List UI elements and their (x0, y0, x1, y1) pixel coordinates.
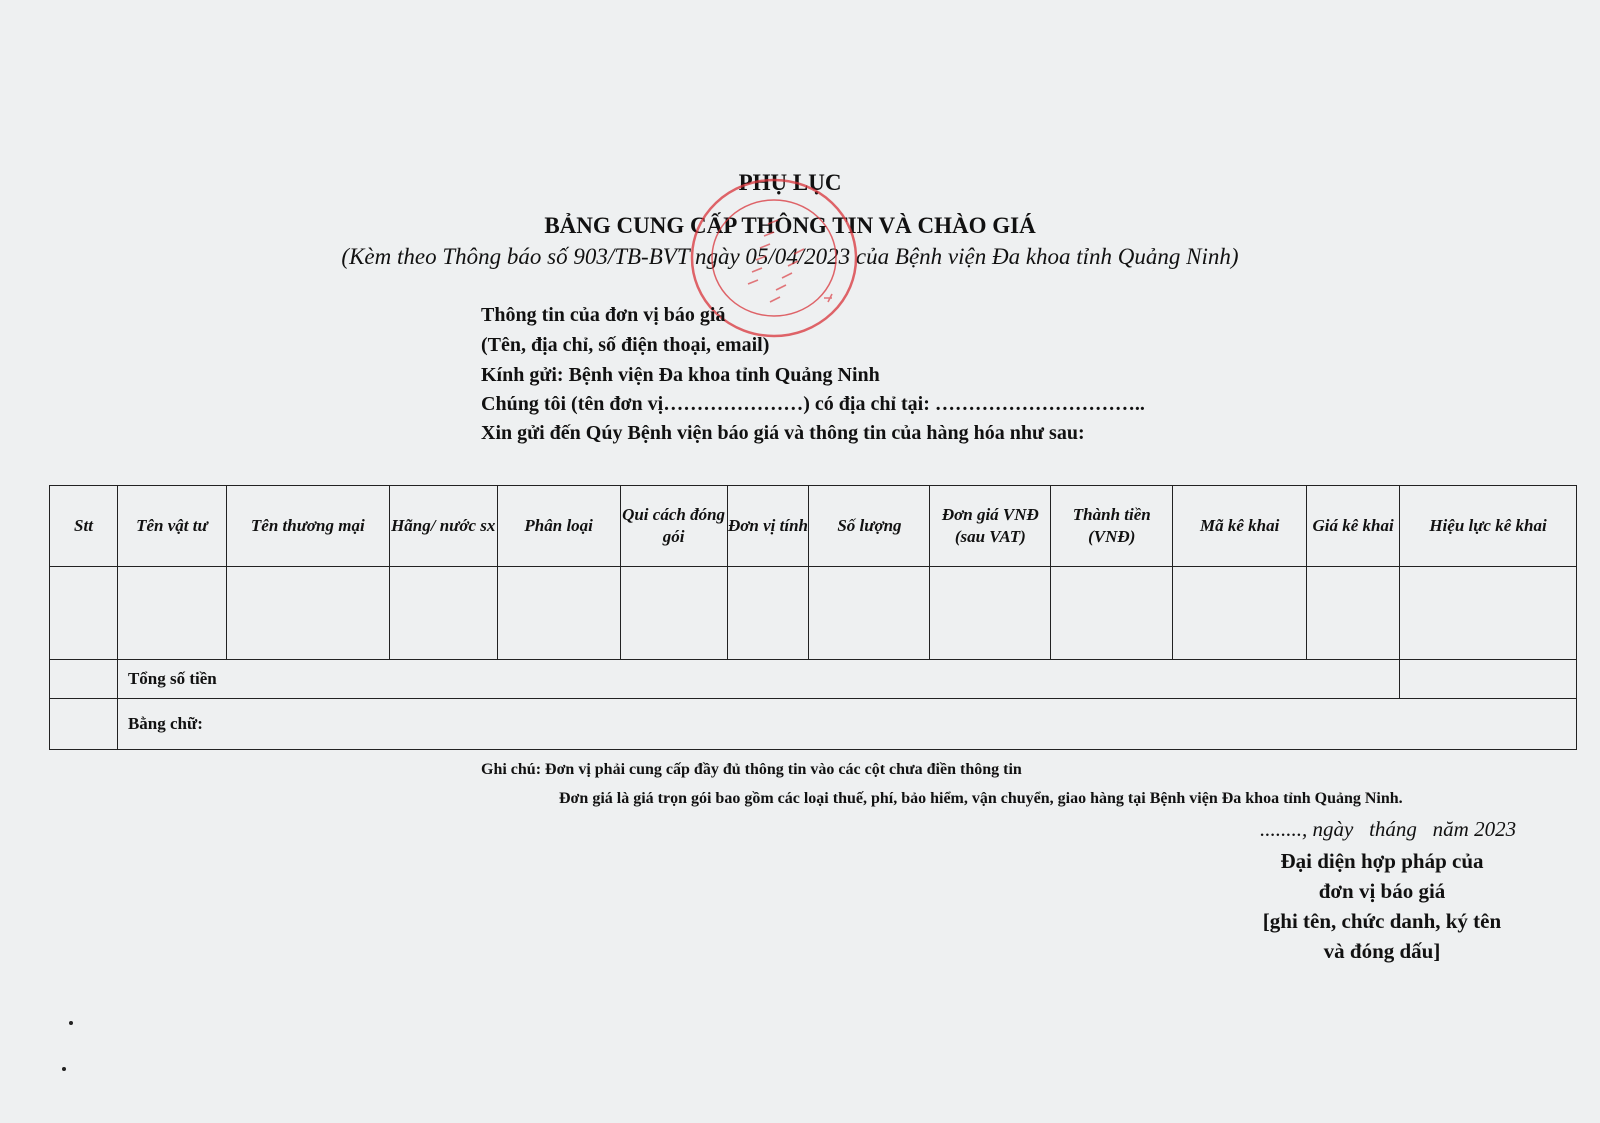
table-cell[interactable] (809, 567, 930, 660)
table-cell[interactable] (50, 567, 118, 660)
column-header: Qui cách đóng gói (620, 486, 727, 567)
column-header: Phân loại (497, 486, 620, 567)
appendix-title: PHỤ LỤC (738, 170, 842, 195)
table-cell[interactable] (117, 567, 226, 660)
column-header: Tên thương mại (226, 486, 389, 567)
vendor-address-line: Chúng tôi (tên đơn vị…………………) có địa chỉ tại: ………………………….. (481, 393, 1145, 415)
request-line: Xin gửi đến Qúy Bệnh viện báo giá và thông tin của hàng hóa như sau: (481, 422, 1085, 444)
note-line-1: Ghi chú: Đơn vị phải cung cấp đầy đủ thông tin vào các cột chưa điền thông tin (481, 761, 1022, 778)
column-header: Đơn vị tính (727, 486, 809, 567)
scan-speck (69, 1021, 73, 1025)
total-row (50, 660, 1577, 699)
column-header: Thành tiền (VNĐ) (1051, 486, 1173, 567)
table-cell[interactable] (1173, 567, 1307, 660)
signature-line-1: Đại diện hợp pháp của (1280, 849, 1484, 873)
note-line-2: Đơn giá là giá trọn gói bao gồm các loại thuế, phí, bảo hiểm, vận chuyển, giao hàng tại Bệnh viện Đa khoa tỉnh Quảng Ninh. (559, 790, 1403, 807)
scan-speck (62, 1067, 66, 1071)
signature-line-4: và đóng dấu] (1323, 939, 1441, 963)
column-header: Stt (50, 486, 118, 567)
table-cell (50, 699, 118, 750)
vendor-info-hint: (Tên, địa chỉ, số điện thoại, email) (481, 334, 770, 356)
table-cell[interactable] (1307, 567, 1400, 660)
table-cell[interactable] (1051, 567, 1173, 660)
table-header-row (50, 486, 1577, 567)
signature-line-2: đơn vị báo giá (1318, 879, 1446, 903)
column-header: Tên vật tư (117, 486, 226, 567)
table-cell[interactable] (620, 567, 727, 660)
reference-line: (Kèm theo Thông báo số 903/TB-BVT ngày 05/04/2023 của Bệnh viện Đa khoa tỉnh Quảng Ninh) (341, 244, 1239, 269)
column-header: Số lượng (809, 486, 930, 567)
addressee: Kính gửi: Bệnh viện Đa khoa tỉnh Quảng Ninh (481, 364, 880, 386)
quotation-table (49, 485, 1577, 750)
table-cell[interactable] (497, 567, 620, 660)
table-cell[interactable] (389, 567, 497, 660)
total-value-cell[interactable] (1400, 660, 1577, 699)
table-cell[interactable] (727, 567, 809, 660)
column-header: Giá kê khai (1307, 486, 1400, 567)
amount-in-words-label: Bằng chữ: (117, 699, 1576, 750)
column-header: Đơn giá VNĐ (sau VAT) (930, 486, 1051, 567)
signature-line-3: [ghi tên, chức danh, ký tên (1262, 909, 1502, 933)
table-cell (50, 660, 118, 699)
column-header: Hiệu lực kê khai (1400, 486, 1577, 567)
table-row (50, 567, 1577, 660)
column-header: Hãng/ nước sx (389, 486, 497, 567)
table-cell[interactable] (1400, 567, 1577, 660)
table-cell[interactable] (930, 567, 1051, 660)
table-cell[interactable] (226, 567, 389, 660)
column-header: Mã kê khai (1173, 486, 1307, 567)
amount-in-words-row (50, 699, 1577, 750)
form-title: BẢNG CUNG CẤP THÔNG TIN VÀ CHÀO GIÁ (544, 213, 1036, 238)
total-label: Tổng số tiền (117, 660, 1399, 699)
vendor-info-label: Thông tin của đơn vị báo giá (481, 304, 726, 326)
signature-date: ........, ngày tháng năm 2023 (1260, 817, 1517, 841)
